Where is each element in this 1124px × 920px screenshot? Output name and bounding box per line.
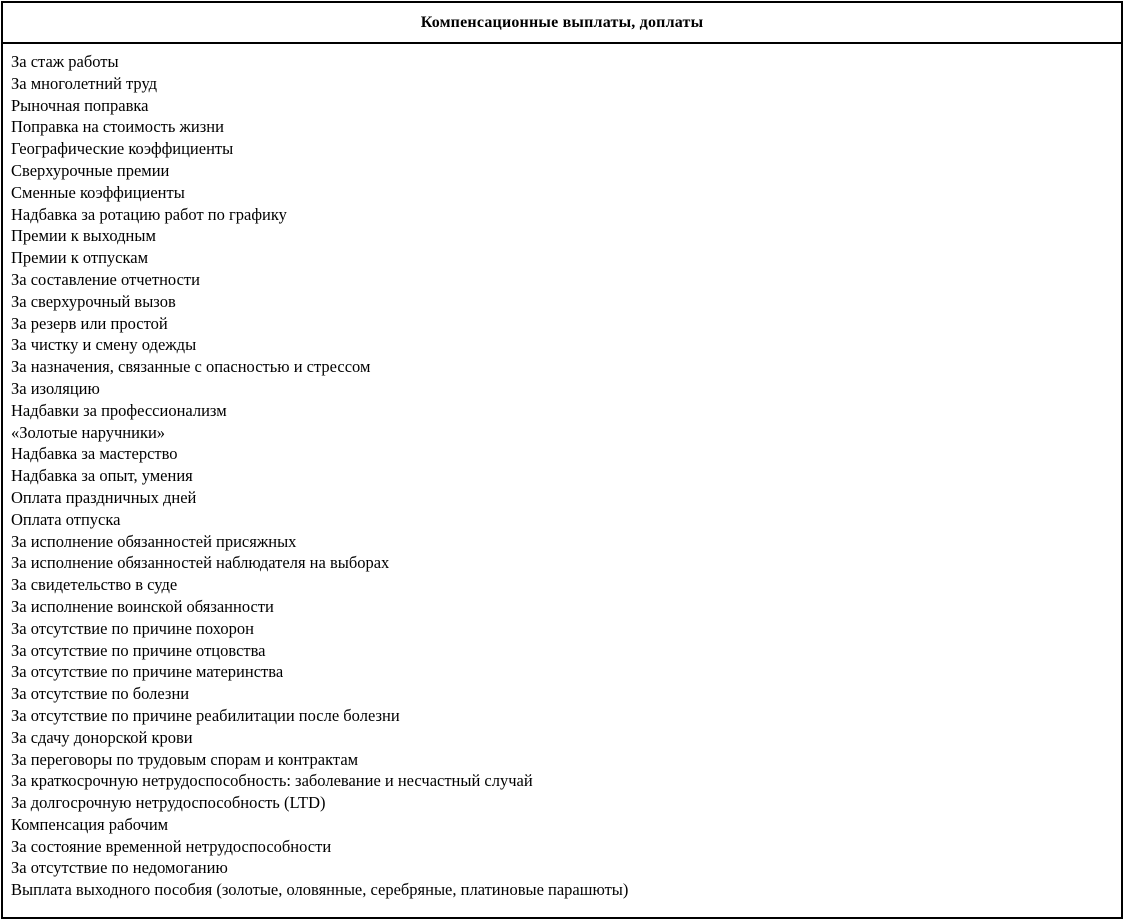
list-item: За исполнение обязанностей наблюдателя на выборах <box>11 553 390 573</box>
list-item: За свидетельство в суде <box>11 575 178 595</box>
list-item: Оплата отпуска <box>11 509 121 529</box>
list-item: Сменные коэффициенты <box>11 182 185 202</box>
list-item: Надбавка за ротацию работ по графику <box>11 204 287 224</box>
list-item: За отсутствие по недомоганию <box>11 858 228 878</box>
list-item: За резерв или простой <box>11 313 168 333</box>
list-item: За составление отчетности <box>11 269 200 289</box>
list-item: Сверхурочные премии <box>11 160 170 180</box>
list-item: За отсутствие по причине материнства <box>11 662 284 682</box>
list-item: Поправка на стоимость жизни <box>11 117 224 137</box>
list-item: За изоляцию <box>11 378 100 398</box>
list-item: Оплата праздничных дней <box>11 487 197 507</box>
list-item: Надбавка за мастерство <box>11 444 178 464</box>
list-item: Компенсация рабочим <box>11 814 169 834</box>
list-item: Надбавка за опыт, умения <box>11 466 193 486</box>
list-item: За отсутствие по болезни <box>11 684 190 704</box>
list-item: Премии к отпускам <box>11 248 149 268</box>
list-item: За стаж работы <box>11 52 119 71</box>
list-item: За отсутствие по причине реабилитации после болезни <box>11 705 400 725</box>
list-item: Географические коэффициенты <box>11 139 234 159</box>
list-item: «Золотые наручники» <box>11 422 166 442</box>
list-item: За назначения, связанные с опасностью и стрессом <box>11 357 371 377</box>
list-item: За многолетний труд <box>11 73 158 93</box>
compensation-table <box>1 1 1123 919</box>
list-item: Рыночная поправка <box>11 95 149 115</box>
compensation-items-list <box>3 44 1121 917</box>
list-item: Выплата выходного пособия (золотые, оловянные, серебряные, платиновые парашюты) <box>11 880 629 900</box>
list-item: За чистку и смену одежды <box>11 335 197 355</box>
list-item: За исполнение обязанностей присяжных <box>11 531 297 551</box>
list-item: За сдачу донорской крови <box>11 727 193 747</box>
list-item: За сверхурочный вызов <box>11 291 176 311</box>
list-item: За отсутствие по причине похорон <box>11 618 254 638</box>
list-item: За исполнение воинской обязанности <box>11 596 274 616</box>
list-item: За переговоры по трудовым спорам и контрактам <box>11 749 359 769</box>
list-item: За состояние временной нетрудоспособности <box>11 836 332 856</box>
list-item: За краткосрочную нетрудоспособность: заболевание и несчастный случай <box>11 771 533 791</box>
table-title: Компенсационные выплаты, доплаты <box>3 3 1121 44</box>
list-item: Надбавки за профессионализм <box>11 400 227 420</box>
list-item: Премии к выходным <box>11 226 156 246</box>
list-item: За отсутствие по причине отцовства <box>11 640 266 660</box>
list-item: За долгосрочную нетрудоспособность (LTD) <box>11 793 326 813</box>
